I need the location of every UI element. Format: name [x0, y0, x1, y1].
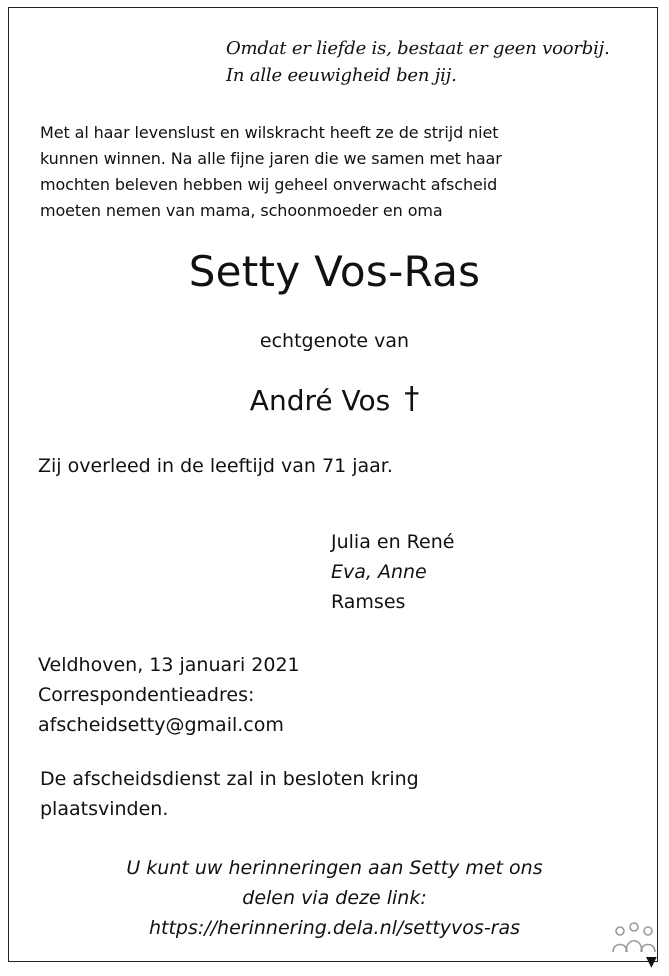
place-date: Veldhoven, 13 januari 2021	[38, 654, 300, 676]
place-and-contact	[38, 650, 300, 740]
poem	[226, 35, 610, 89]
intro-line-1: Met al haar levenslust en wilskracht heeft ze de strijd niet	[40, 123, 499, 142]
family-line-3: Ramses	[331, 591, 406, 613]
poem-line-1: Omdat er liefde is, bestaat er geen voorbij.	[226, 38, 610, 59]
memories-line-1: U kunt uw herinneringen aan Setty met ons	[126, 857, 543, 879]
correspondence-label: Correspondentieadres:	[38, 684, 255, 706]
poem-line-2: In alle eeuwigheid ben jij.	[226, 65, 457, 86]
age-text: Zij overleed in de leeftijd van 71 jaar.	[38, 455, 393, 477]
email-address: afscheidsetty@gmail.com	[38, 714, 284, 736]
spouse-name: André Vos	[249, 384, 391, 417]
family-line-2: Eva, Anne	[331, 561, 427, 583]
intro-line-4: moeten nemen van mama, schoonmoeder en oma	[40, 201, 443, 220]
memories-note	[0, 853, 669, 943]
intro-line-3: mochten beleven hebben wij geheel onverwacht afscheid	[40, 175, 498, 194]
service-note	[40, 764, 419, 824]
service-line-2: plaatsvinden.	[40, 798, 169, 820]
people-group-logo-icon	[610, 920, 658, 956]
intro-line-2: kunnen winnen. Na alle fijne jaren die we samen met haar	[40, 149, 502, 168]
service-line-1: De afscheidsdienst zal in besloten kring	[40, 768, 419, 790]
memories-line-2: delen via deze link:	[242, 887, 427, 909]
deceased-name: Setty Vos-Ras	[188, 247, 481, 296]
intro-text	[40, 120, 502, 224]
family-names	[331, 527, 454, 617]
spouse-label: echtgenote van	[259, 330, 410, 352]
spouse-line	[0, 383, 669, 418]
family-line-1: Julia en René	[331, 531, 455, 553]
memories-link[interactable]: https://herinnering.dela.nl/settyvos-ras	[148, 917, 521, 939]
triangle-down-icon: ▼	[646, 954, 657, 970]
cross-icon: †	[404, 381, 420, 416]
